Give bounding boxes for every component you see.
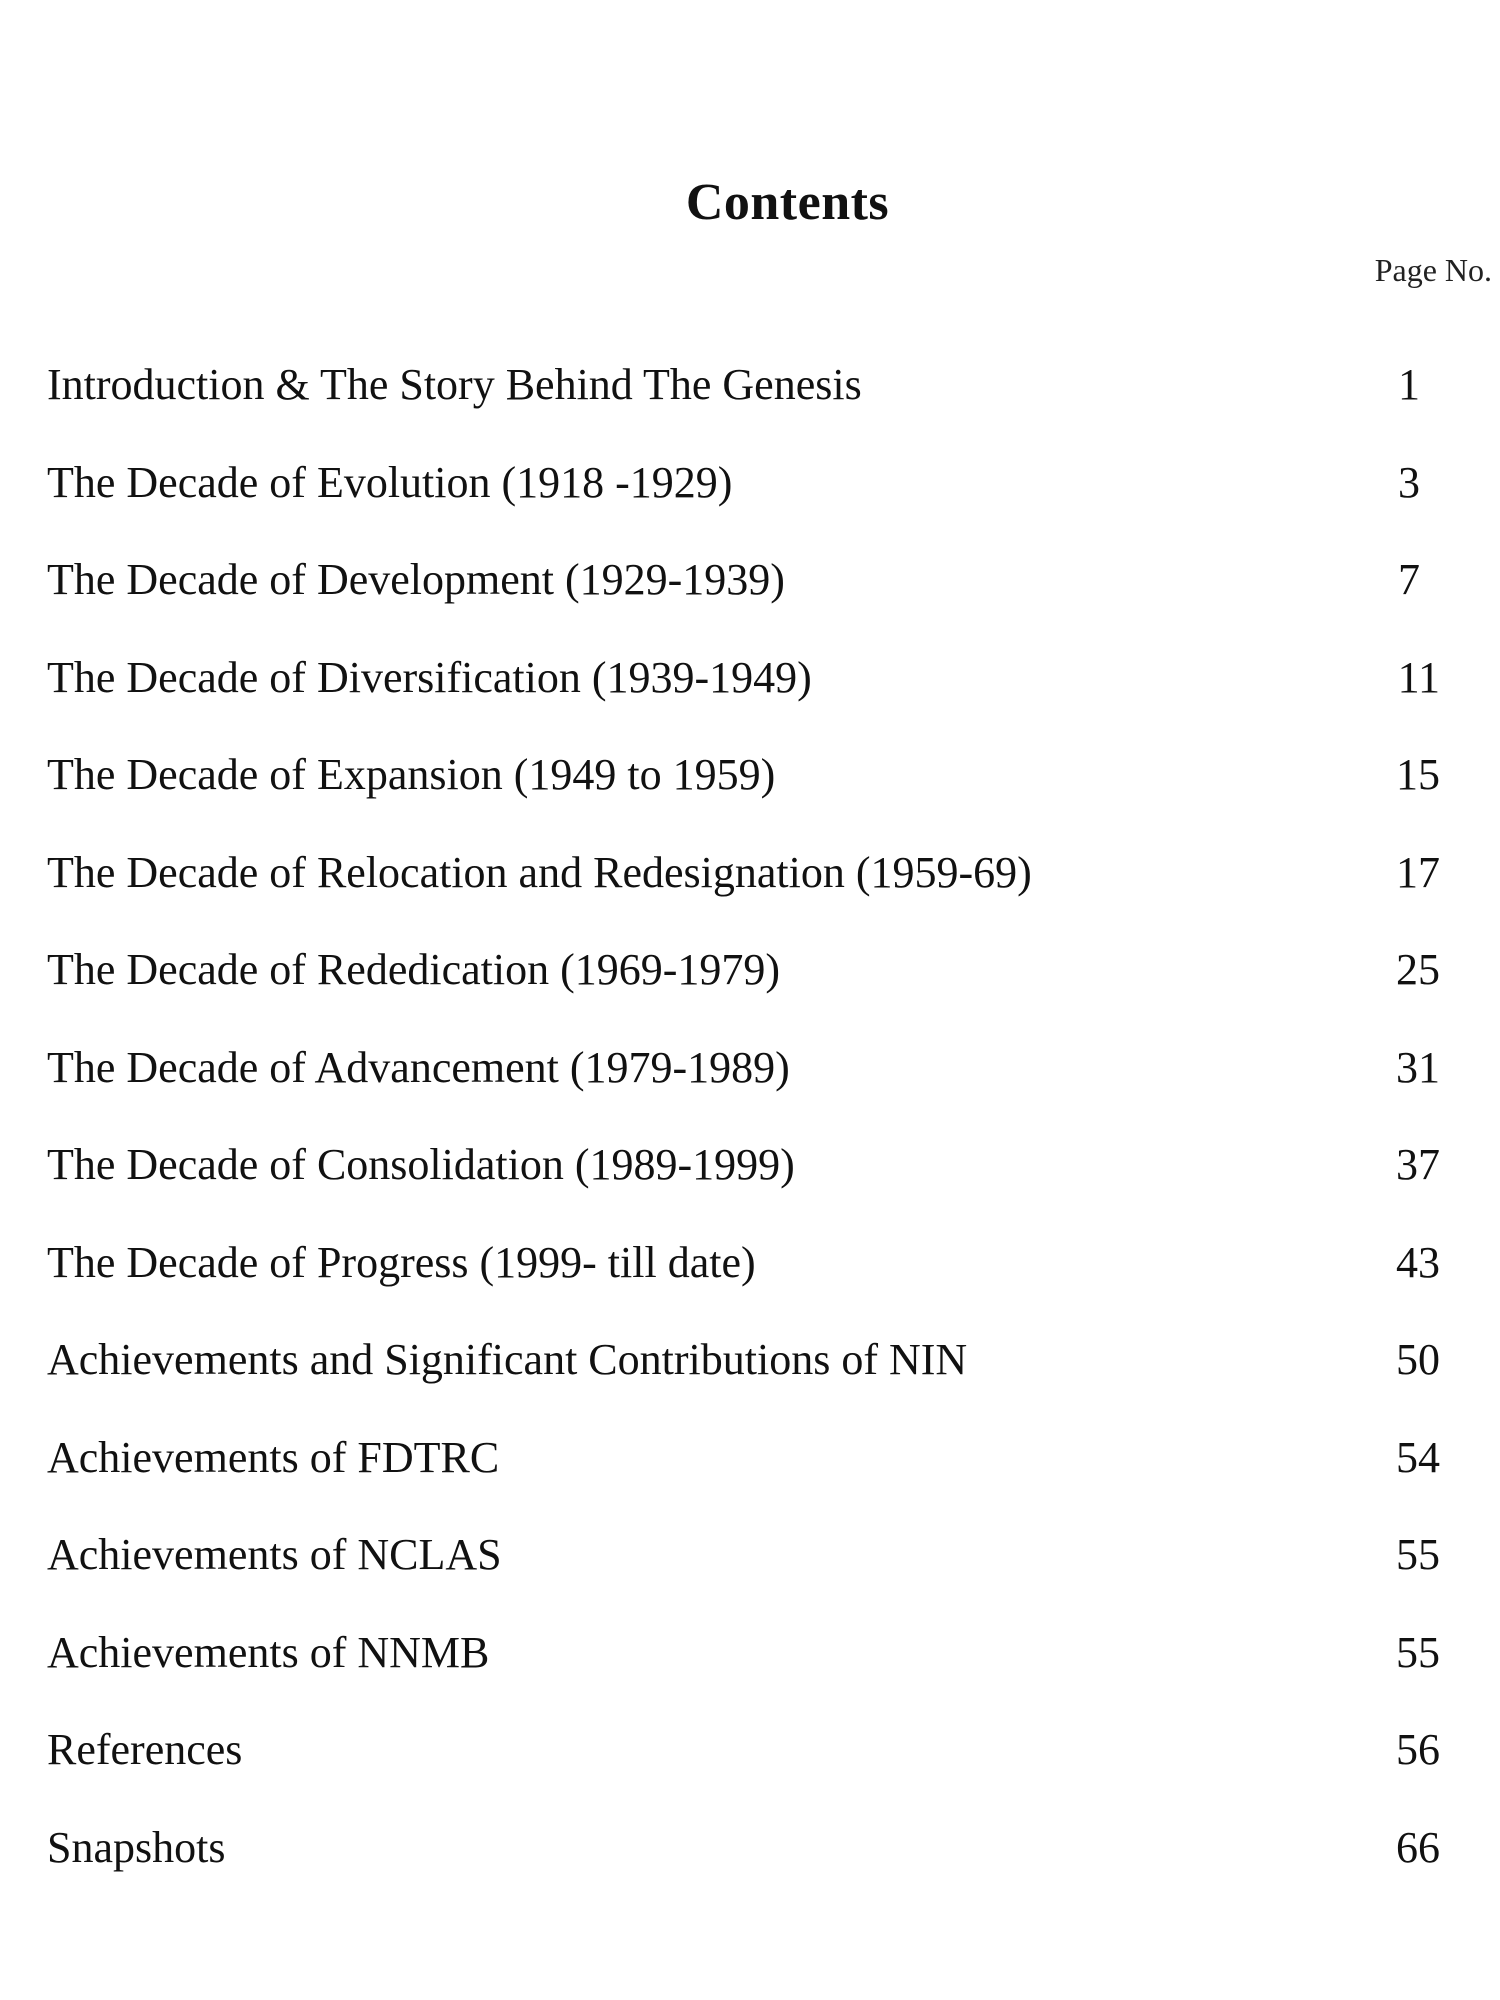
toc-entry-page: 56: [1396, 1725, 1440, 1774]
toc-entry: [0, 1330, 1500, 1428]
toc-entry-title: Achievements of FDTRC: [47, 1432, 500, 1482]
toc-entry-title: Snapshots: [47, 1822, 226, 1872]
toc-entry: [0, 1038, 1500, 1136]
toc-entry-page: 37: [1396, 1140, 1440, 1189]
toc-entry-page: 54: [1396, 1432, 1440, 1482]
toc-entry: [0, 745, 1500, 843]
toc-entry-title: The Decade of Diversification (1939-1949): [47, 652, 812, 702]
toc-entry-page: 43: [1396, 1237, 1440, 1287]
toc-entry-title: Achievements and Significant Contributions of NIN: [47, 1335, 968, 1384]
toc-entry-title: Achievements of NNMB: [47, 1627, 490, 1677]
page-number-header: Page No.: [1374, 252, 1492, 288]
toc-entry: [0, 453, 1500, 551]
toc-entry: [0, 1525, 1500, 1623]
toc-entry: [0, 940, 1500, 1038]
toc-entry-page: 50: [1396, 1335, 1440, 1384]
toc-entry-page: 17: [1396, 847, 1440, 897]
toc-entry-page: 7: [1398, 555, 1420, 604]
toc-entry-page: 31: [1396, 1042, 1440, 1092]
toc-entry: [0, 550, 1500, 648]
toc-entry-page: 3: [1398, 457, 1420, 507]
toc-entry: [0, 1428, 1500, 1526]
toc-entry-title: The Decade of Relocation and Redesignation (1959-69): [47, 847, 1032, 897]
toc-entry: [0, 1818, 1500, 1916]
toc-entry-page: 55: [1396, 1530, 1440, 1579]
toc-entry-title: The Decade of Expansion (1949 to 1959): [47, 750, 776, 799]
toc-entry-title: Achievements of NCLAS: [47, 1530, 502, 1579]
toc-entry-page: 66: [1396, 1822, 1440, 1872]
toc-entry: [0, 648, 1500, 746]
toc-entry-title: The Decade of Advancement (1979-1989): [47, 1042, 790, 1092]
toc-entry-page: 25: [1396, 945, 1440, 994]
toc-entry: [0, 843, 1500, 941]
toc-entry: [0, 1233, 1500, 1331]
toc-entry-title: The Decade of Progress (1999- till date): [47, 1237, 756, 1287]
toc-entry-page: 15: [1396, 750, 1440, 799]
toc-entry: [0, 1623, 1500, 1721]
toc-entry-page: 1: [1398, 360, 1420, 409]
toc-entry: [0, 1720, 1500, 1818]
toc-entry: [0, 1135, 1500, 1233]
toc-entry-title: The Decade of Development (1929-1939): [47, 555, 785, 604]
toc-entry-title: References: [47, 1725, 243, 1774]
page-title: Contents: [685, 173, 890, 231]
toc-entry-page: 55: [1396, 1627, 1440, 1677]
toc-entry-page: 11: [1397, 652, 1440, 702]
toc-entry: [0, 355, 1500, 453]
toc-entry-title: The Decade of Evolution (1918 -1929): [47, 457, 733, 507]
toc-entry-title: The Decade of Rededication (1969-1979): [47, 945, 781, 994]
table-of-contents: [0, 355, 1500, 1915]
toc-entry-title: Introduction & The Story Behind The Genesis: [47, 360, 862, 409]
toc-entry-title: The Decade of Consolidation (1989-1999): [47, 1140, 795, 1189]
